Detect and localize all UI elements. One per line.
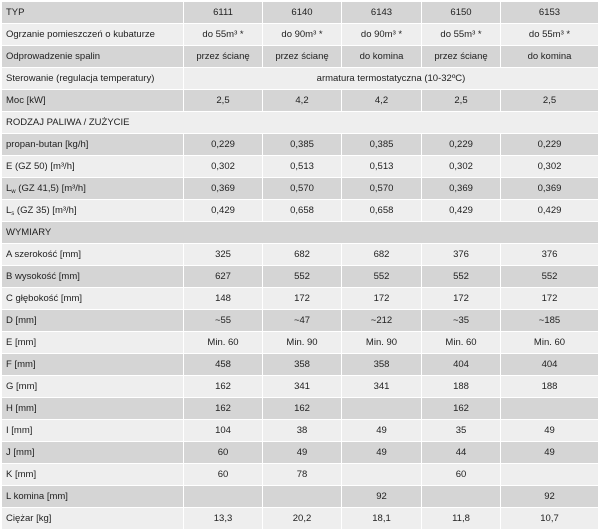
cell-value: 0,369	[501, 178, 599, 200]
cell-value: 188	[501, 376, 599, 398]
cell-value	[422, 486, 501, 508]
cell-value: 18,1	[342, 508, 422, 530]
table-row	[2, 486, 599, 508]
cell-value: 0,513	[342, 156, 422, 178]
header-model: 6150	[422, 2, 501, 24]
header-model: 6111	[184, 2, 263, 24]
cell-value: 162	[263, 398, 342, 420]
cell-value: do 55m³ *	[422, 24, 501, 46]
cell-value: 172	[263, 288, 342, 310]
cell-value: 162	[422, 398, 501, 420]
cell-value: do komina	[501, 46, 599, 68]
cell-value: 162	[184, 398, 263, 420]
cell-value	[342, 398, 422, 420]
cell-value: 0,302	[184, 156, 263, 178]
table-row	[2, 244, 599, 266]
cell-value: 49	[342, 420, 422, 442]
cell-value: do 90m³ *	[263, 24, 342, 46]
cell-value: 404	[501, 354, 599, 376]
row-label: J [mm]	[2, 442, 184, 464]
cell-value: 60	[184, 442, 263, 464]
cell-value: ~185	[501, 310, 599, 332]
row-label: E [mm]	[2, 332, 184, 354]
row-label: Ogrzanie pomieszczeń o kubaturze	[2, 24, 184, 46]
section-row	[2, 222, 599, 244]
row-label: F [mm]	[2, 354, 184, 376]
table-row	[2, 266, 599, 288]
cell-value: 358	[342, 354, 422, 376]
cell-value: 92	[342, 486, 422, 508]
row-label: K [mm]	[2, 464, 184, 486]
row-label: A szerokość [mm]	[2, 244, 184, 266]
cell-value: Min. 60	[422, 332, 501, 354]
cell-value: 49	[501, 420, 599, 442]
cell-value: 10,7	[501, 508, 599, 530]
header-model: 6143	[342, 2, 422, 24]
cell-value: Min. 90	[263, 332, 342, 354]
cell-value: 188	[422, 376, 501, 398]
cell-value: 172	[422, 288, 501, 310]
cell-value: 13,3	[184, 508, 263, 530]
table-row	[2, 288, 599, 310]
cell-value: 552	[263, 266, 342, 288]
cell-value: 0,429	[184, 200, 263, 222]
cell-value: 325	[184, 244, 263, 266]
cell-value-span: armatura termostatyczna (10-32ºC)	[184, 68, 599, 90]
cell-value: 0,229	[501, 134, 599, 156]
cell-value: 0,302	[501, 156, 599, 178]
table-row	[2, 24, 599, 46]
section-row	[2, 112, 599, 134]
header-row	[2, 2, 599, 24]
cell-value: 0,302	[422, 156, 501, 178]
cell-value: 682	[263, 244, 342, 266]
cell-value: 20,2	[263, 508, 342, 530]
row-label-main: L	[6, 182, 12, 194]
cell-value: 0,385	[263, 134, 342, 156]
cell-value: 0,369	[184, 178, 263, 200]
row-label: Sterowanie (regulacja temperatury)	[2, 68, 184, 90]
section-heading: RODZAJ PALIWA / ZUŻYCIE	[2, 112, 599, 134]
table-row	[2, 354, 599, 376]
cell-value: 2,5	[422, 90, 501, 112]
cell-value: 92	[501, 486, 599, 508]
row-label: C głębokość [mm]	[2, 288, 184, 310]
table-row	[2, 134, 599, 156]
cell-value: ~55	[184, 310, 263, 332]
table-row	[2, 398, 599, 420]
cell-value: przez ścianę	[184, 46, 263, 68]
cell-value: 0,429	[501, 200, 599, 222]
row-label-rest: (GZ 41,5) [m³/h]	[15, 182, 86, 194]
row-label: G [mm]	[2, 376, 184, 398]
cell-value: 2,5	[184, 90, 263, 112]
cell-value: 552	[342, 266, 422, 288]
cell-value: 552	[422, 266, 501, 288]
cell-value: 358	[263, 354, 342, 376]
cell-value	[501, 398, 599, 420]
cell-value: 11,8	[422, 508, 501, 530]
cell-value: 0,658	[342, 200, 422, 222]
cell-value: 49	[501, 442, 599, 464]
cell-value: 44	[422, 442, 501, 464]
table-row	[2, 68, 599, 90]
table-row	[2, 178, 599, 200]
row-label: B wysokość [mm]	[2, 266, 184, 288]
header-model: 6153	[501, 2, 599, 24]
cell-value: ~212	[342, 310, 422, 332]
cell-value: 2,5	[501, 90, 599, 112]
cell-value: 49	[342, 442, 422, 464]
row-label: propan-butan [kg/h]	[2, 134, 184, 156]
cell-value	[501, 464, 599, 486]
cell-value	[342, 464, 422, 486]
table-row	[2, 464, 599, 486]
cell-value: 78	[263, 464, 342, 486]
section-heading: WYMIARY	[2, 222, 599, 244]
cell-value: 38	[263, 420, 342, 442]
cell-value	[184, 486, 263, 508]
cell-value: 0,229	[184, 134, 263, 156]
table-row	[2, 156, 599, 178]
cell-value: ~35	[422, 310, 501, 332]
cell-value: 172	[501, 288, 599, 310]
cell-value: Min. 90	[342, 332, 422, 354]
row-label: Ciężar [kg]	[2, 508, 184, 530]
row-label: Moc [kW]	[2, 90, 184, 112]
cell-value: 162	[184, 376, 263, 398]
cell-value: 104	[184, 420, 263, 442]
cell-value: 376	[422, 244, 501, 266]
cell-value: do komina	[342, 46, 422, 68]
table-row	[2, 46, 599, 68]
cell-value: 341	[263, 376, 342, 398]
cell-value: 0,658	[263, 200, 342, 222]
cell-value: 4,2	[263, 90, 342, 112]
cell-value: 0,229	[422, 134, 501, 156]
cell-value: przez ścianę	[263, 46, 342, 68]
table-row	[2, 376, 599, 398]
cell-value: 60	[184, 464, 263, 486]
table-row	[2, 310, 599, 332]
cell-value: 0,570	[342, 178, 422, 200]
row-label	[2, 178, 184, 200]
cell-value: 4,2	[342, 90, 422, 112]
cell-value: 458	[184, 354, 263, 376]
cell-value: 0,385	[342, 134, 422, 156]
table-row	[2, 332, 599, 354]
cell-value: 682	[342, 244, 422, 266]
cell-value: 35	[422, 420, 501, 442]
cell-value: 0,570	[263, 178, 342, 200]
row-label: L komina [mm]	[2, 486, 184, 508]
cell-value	[263, 486, 342, 508]
spec-table-wrapper	[1, 1, 598, 524]
cell-value: 627	[184, 266, 263, 288]
cell-value: przez ścianę	[422, 46, 501, 68]
table-row	[2, 508, 599, 530]
cell-value: Min. 60	[184, 332, 263, 354]
row-label: Odprowadzenie spalin	[2, 46, 184, 68]
row-label: I [mm]	[2, 420, 184, 442]
cell-value: 172	[342, 288, 422, 310]
cell-value: 60	[422, 464, 501, 486]
cell-value: 148	[184, 288, 263, 310]
cell-value: 341	[342, 376, 422, 398]
cell-value: 552	[501, 266, 599, 288]
cell-value: 376	[501, 244, 599, 266]
cell-value: Min. 60	[501, 332, 599, 354]
table-row	[2, 200, 599, 222]
row-label-main: L	[6, 204, 12, 216]
cell-value: ~47	[263, 310, 342, 332]
cell-value: 0,429	[422, 200, 501, 222]
table-row	[2, 442, 599, 464]
cell-value: do 55m³ *	[184, 24, 263, 46]
spec-table	[1, 1, 599, 530]
header-model: 6140	[263, 2, 342, 24]
header-typ: TYP	[2, 2, 184, 24]
cell-value: 49	[263, 442, 342, 464]
table-row	[2, 420, 599, 442]
cell-value: do 90m³ *	[342, 24, 422, 46]
row-label-rest: (GZ 35) [m³/h]	[14, 204, 77, 216]
row-label: H [mm]	[2, 398, 184, 420]
cell-value: 404	[422, 354, 501, 376]
row-label: D [mm]	[2, 310, 184, 332]
row-label: E (GZ 50) [m³/h]	[2, 156, 184, 178]
row-label-sub: s	[11, 210, 15, 217]
cell-value: do 55m³ *	[501, 24, 599, 46]
table-row	[2, 90, 599, 112]
row-label	[2, 200, 184, 222]
cell-value: 0,369	[422, 178, 501, 200]
cell-value: 0,513	[263, 156, 342, 178]
row-label-sub: w	[11, 188, 16, 195]
